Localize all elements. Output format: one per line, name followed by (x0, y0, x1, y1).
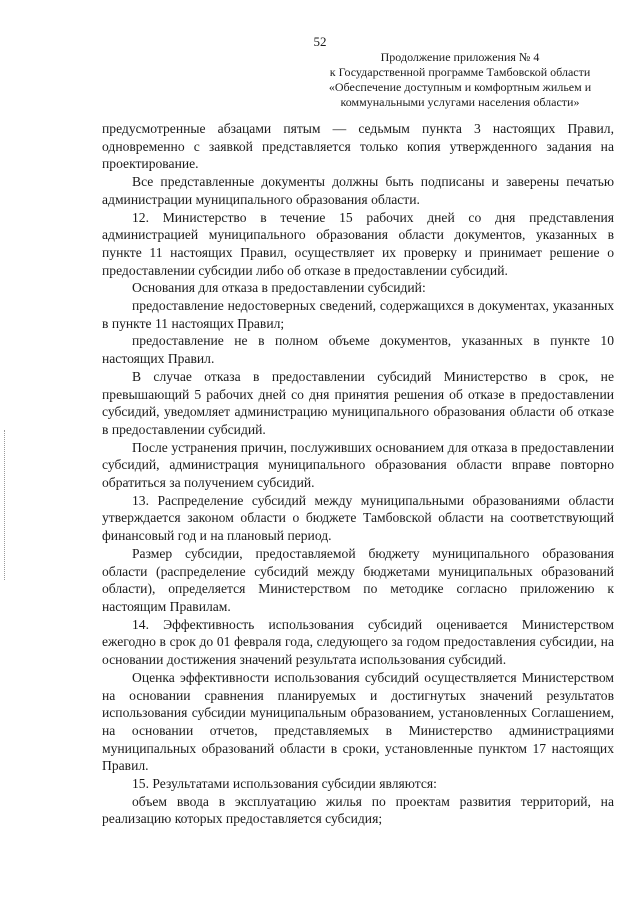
paragraph: Основания для отказа в предоставлении субсидий: (132, 280, 426, 296)
header-line: «Обеспечение доступным и комфортным жильем и (328, 80, 592, 94)
paragraph: 15. Результатами использования субсидии являются: (132, 776, 437, 792)
paragraph: 14. Эффективность использования субсидий оценивается Министерством ежегодно в срок до 01 февраля года, следующего за годом предоставления субсидии, на основании достижения значений результата использования субсидий. (102, 616, 614, 668)
page-number: 52 (313, 34, 327, 49)
document-body (102, 120, 614, 828)
paragraph: Все представленные документы должны быть подписаны и заверены печатью администрации муниципального образования области. (102, 174, 614, 207)
header-line: коммунальными услугами населения области» (340, 95, 580, 109)
paragraph: В случае отказа в предоставлении субсидий Министерство в срок, не превышающий 5 рабочих дней со дня принятия решения об отказе в предоставлении субсидий, уведомляет администрацию муниципального образования области об отказе в предоставлении субсидий. (102, 368, 614, 437)
paragraph: предусмотренные абзацами пятым — седьмым пункта 3 настоящих Правил, одновременно с заявкой представляется только копия утвержденного задания на проектирование. (102, 121, 614, 172)
paragraph: Оценка эффективности использования субсидий осуществляется Министерством на основании сравнения планируемых и достигнутых значений результатов использования субсидии муниципальным образованием, установленных Соглашением, на основании отчетов, представляемых в Министерство администрациями муниципальных образований области в сроки, установленные пунктом 17 настоящих Правил. (102, 669, 614, 774)
header-line: Продолжение приложения № 4 (380, 50, 540, 64)
paragraph: 13. Распределение субсидий между муниципальными образованиями области утверждается законом области о бюджете Тамбовской области на соответствующий финансовый год и на плановый период. (102, 492, 614, 544)
paragraph: После устранения причин, послуживших основанием для отказа в предоставлении субсидий, администрация муниципального образования области вправе повторно обратиться за получением субсидий. (102, 439, 614, 491)
paragraph: Размер субсидии, предоставляемой бюджету муниципального образования области (распределение субсидий между бюджетами муниципальных образований области), определяется Министерством по методике согласно приложению к настоящим Правилам. (102, 545, 614, 614)
paragraph: предоставление не в полном объеме документов, указанных в пункте 10 настоящих Правил. (102, 333, 614, 367)
header-line: к Государственной программе Тамбовской области (329, 65, 591, 79)
paragraph: 12. Министерство в течение 15 рабочих дней со дня представления администрацией муниципального образования области документов, указанных в пункте 11 настоящих Правил, осуществляет их проверку и принимает решение о предоставлении субсидии либо об отказе в предоставлении субсидий. (102, 209, 614, 278)
margin-scan-marks (4, 430, 8, 580)
paragraph: предоставление недостоверных сведений, содержащихся в документах, указанных в пункте 11 настоящих Правил; (102, 298, 614, 331)
appendix-header (300, 50, 620, 110)
paragraph: объем ввода в эксплуатацию жилья по проектам развития территорий, на реализацию которых предоставляется субсидия; (102, 793, 614, 827)
